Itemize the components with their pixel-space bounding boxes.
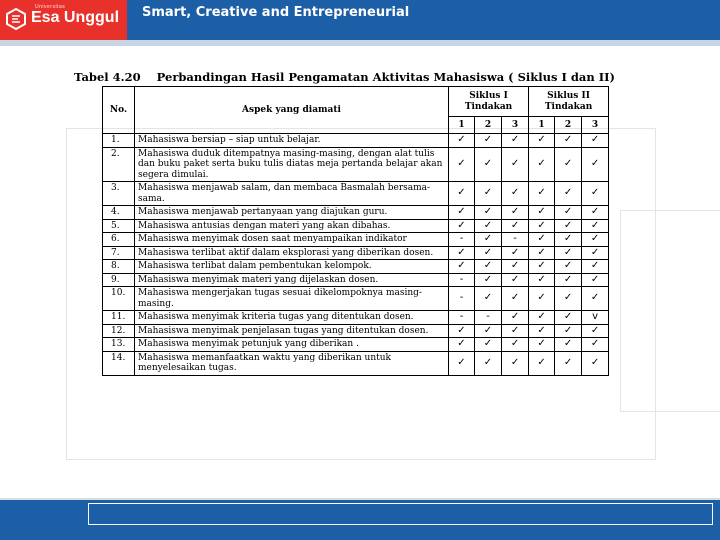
row-number: 4. bbox=[103, 206, 135, 220]
checkmark-icon: ✓ bbox=[502, 134, 529, 148]
checkmark-icon: ✓ bbox=[529, 233, 555, 247]
checkmark-icon: ✓ bbox=[582, 134, 609, 148]
checkmark-icon: ✓ bbox=[502, 324, 529, 338]
header-session: 3 bbox=[582, 117, 609, 134]
row-aspect: Mahasiswa menyimak dosen saat menyampaikan indikator bbox=[135, 233, 449, 247]
slogan: Smart, Creative and Entrepreneurial bbox=[142, 5, 410, 20]
header-cycle-2-label: Siklus II bbox=[547, 91, 590, 101]
mark-cell: - bbox=[449, 287, 475, 311]
row-number: 2. bbox=[103, 147, 135, 182]
checkmark-icon: ✓ bbox=[449, 351, 475, 375]
checkmark-icon: ✓ bbox=[582, 206, 609, 220]
row-number: 5. bbox=[103, 219, 135, 233]
checkmark-icon: ✓ bbox=[449, 147, 475, 182]
checkmark-icon: ✓ bbox=[502, 351, 529, 375]
table-body bbox=[103, 134, 609, 376]
row-aspect: Mahasiswa memanfaatkan waktu yang diberikan untuk menyelesaikan tugas. bbox=[135, 351, 449, 375]
table-row bbox=[103, 233, 609, 247]
checkmark-icon: ✓ bbox=[582, 182, 609, 206]
checkmark-icon: ✓ bbox=[529, 246, 555, 260]
header-no: No. bbox=[103, 87, 135, 134]
checkmark-icon: ✓ bbox=[475, 147, 502, 182]
mark-cell: - bbox=[502, 233, 529, 247]
row-aspect: Mahasiswa terlibat aktif dalam eksplorasi yang diberikan dosen. bbox=[135, 246, 449, 260]
observation-table bbox=[102, 86, 609, 376]
checkmark-icon: ✓ bbox=[502, 338, 529, 352]
table-row bbox=[103, 246, 609, 260]
table-row bbox=[103, 311, 609, 325]
row-aspect: Mahasiswa antusias dengan materi yang akan dibahas. bbox=[135, 219, 449, 233]
checkmark-icon: ✓ bbox=[475, 287, 502, 311]
checkmark-icon: ✓ bbox=[555, 182, 582, 206]
checkmark-icon: ✓ bbox=[582, 147, 609, 182]
header-cycle-2 bbox=[529, 87, 609, 117]
checkmark-icon: ✓ bbox=[582, 273, 609, 287]
row-number: 8. bbox=[103, 260, 135, 274]
checkmark-icon: ✓ bbox=[582, 324, 609, 338]
footer-frame bbox=[88, 503, 713, 525]
checkmark-icon: ✓ bbox=[555, 134, 582, 148]
header-cycle-1-label: Siklus I bbox=[469, 91, 508, 101]
checkmark-icon: ✓ bbox=[529, 273, 555, 287]
checkmark-icon: ✓ bbox=[582, 338, 609, 352]
header-session: 1 bbox=[449, 117, 475, 134]
row-aspect: Mahasiswa mengerjakan tugas sesuai dikelompoknya masing-masing. bbox=[135, 287, 449, 311]
table-row bbox=[103, 273, 609, 287]
row-number: 7. bbox=[103, 246, 135, 260]
row-number: 1. bbox=[103, 134, 135, 148]
checkmark-icon: ✓ bbox=[449, 219, 475, 233]
decorative-frame bbox=[620, 210, 720, 412]
checkmark-icon: ✓ bbox=[475, 338, 502, 352]
checkmark-icon: ✓ bbox=[449, 206, 475, 220]
checkmark-icon: ✓ bbox=[475, 219, 502, 233]
header-band bbox=[0, 40, 720, 46]
checkmark-icon: ✓ bbox=[475, 206, 502, 220]
checkmark-icon: ✓ bbox=[502, 273, 529, 287]
row-aspect: Mahasiswa menjawab salam, dan membaca Basmalah bersama-sama. bbox=[135, 182, 449, 206]
checkmark-icon: ✓ bbox=[475, 351, 502, 375]
row-number: 14. bbox=[103, 351, 135, 375]
checkmark-icon: ✓ bbox=[555, 351, 582, 375]
checkmark-icon: ✓ bbox=[475, 324, 502, 338]
header-session: 2 bbox=[475, 117, 502, 134]
mark-cell: - bbox=[449, 233, 475, 247]
checkmark-icon: ✓ bbox=[529, 182, 555, 206]
checkmark-icon: ✓ bbox=[582, 260, 609, 274]
checkmark-icon: ✓ bbox=[555, 311, 582, 325]
row-number: 13. bbox=[103, 338, 135, 352]
table-title-text: Perbandingan Hasil Pengamatan Aktivitas Mahasiswa ( Siklus I dan II) bbox=[156, 70, 615, 84]
table-row bbox=[103, 351, 609, 375]
checkmark-icon: ✓ bbox=[502, 260, 529, 274]
checkmark-icon: ✓ bbox=[529, 134, 555, 148]
checkmark-icon: ✓ bbox=[529, 287, 555, 311]
row-aspect: Mahasiswa menyimak petunjuk yang diberikan . bbox=[135, 338, 449, 352]
table-row bbox=[103, 338, 609, 352]
checkmark-icon: ✓ bbox=[555, 287, 582, 311]
header-session: 2 bbox=[555, 117, 582, 134]
header-cycle-1 bbox=[449, 87, 529, 117]
table-row bbox=[103, 206, 609, 220]
row-number: 6. bbox=[103, 233, 135, 247]
row-aspect: Mahasiswa terlibat dalam pembentukan kelompok. bbox=[135, 260, 449, 274]
checkmark-icon: ✓ bbox=[475, 260, 502, 274]
checkmark-icon: ✓ bbox=[475, 134, 502, 148]
checkmark-icon: ✓ bbox=[475, 273, 502, 287]
header-cycle-1-action: Tindakan bbox=[464, 101, 513, 112]
row-aspect: Mahasiswa menjawab pertanyaan yang diajukan guru. bbox=[135, 206, 449, 220]
checkmark-icon: ✓ bbox=[502, 206, 529, 220]
checkmark-icon: ✓ bbox=[555, 233, 582, 247]
checkmark-icon: ✓ bbox=[555, 206, 582, 220]
row-number: 10. bbox=[103, 287, 135, 311]
table-row bbox=[103, 219, 609, 233]
checkmark-icon: ✓ bbox=[582, 287, 609, 311]
checkmark-icon: ✓ bbox=[555, 246, 582, 260]
checkmark-icon: ✓ bbox=[449, 324, 475, 338]
row-aspect: Mahasiswa bersiap – siap untuk belajar. bbox=[135, 134, 449, 148]
checkmark-icon: ✓ bbox=[529, 260, 555, 274]
header-session: 1 bbox=[529, 117, 555, 134]
checkmark-icon: ✓ bbox=[449, 134, 475, 148]
checkmark-icon: ✓ bbox=[555, 147, 582, 182]
table-row bbox=[103, 182, 609, 206]
checkmark-icon: ✓ bbox=[502, 287, 529, 311]
mark-cell: - bbox=[449, 273, 475, 287]
checkmark-icon: ✓ bbox=[529, 311, 555, 325]
logo-emblem-icon bbox=[6, 8, 26, 30]
row-aspect: Mahasiswa menyimak penjelasan tugas yang ditentukan dosen. bbox=[135, 324, 449, 338]
checkmark-icon: ✓ bbox=[529, 219, 555, 233]
row-number: 9. bbox=[103, 273, 135, 287]
checkmark-icon: ✓ bbox=[502, 246, 529, 260]
mark-cell: v bbox=[582, 311, 609, 325]
checkmark-icon: ✓ bbox=[555, 273, 582, 287]
header-aspect: Aspek yang diamati bbox=[135, 87, 449, 134]
checkmark-icon: ✓ bbox=[529, 147, 555, 182]
checkmark-icon: ✓ bbox=[555, 260, 582, 274]
checkmark-icon: ✓ bbox=[475, 182, 502, 206]
checkmark-icon: ✓ bbox=[529, 338, 555, 352]
checkmark-icon: ✓ bbox=[555, 324, 582, 338]
checkmark-icon: ✓ bbox=[502, 182, 529, 206]
checkmark-icon: ✓ bbox=[529, 324, 555, 338]
row-number: 12. bbox=[103, 324, 135, 338]
row-number: 3. bbox=[103, 182, 135, 206]
checkmark-icon: ✓ bbox=[475, 233, 502, 247]
checkmark-icon: ✓ bbox=[555, 338, 582, 352]
checkmark-icon: ✓ bbox=[449, 182, 475, 206]
checkmark-icon: ✓ bbox=[502, 219, 529, 233]
checkmark-icon: ✓ bbox=[529, 351, 555, 375]
row-aspect: Mahasiswa menyimak kriteria tugas yang ditentukan dosen. bbox=[135, 311, 449, 325]
table-row bbox=[103, 324, 609, 338]
table-title bbox=[74, 70, 615, 84]
mark-cell: - bbox=[475, 311, 502, 325]
row-number: 11. bbox=[103, 311, 135, 325]
checkmark-icon: ✓ bbox=[582, 233, 609, 247]
logo-small-text: Universitas bbox=[35, 4, 66, 10]
checkmark-icon: ✓ bbox=[449, 246, 475, 260]
checkmark-icon: ✓ bbox=[555, 219, 582, 233]
checkmark-icon: ✓ bbox=[582, 351, 609, 375]
header-session: 3 bbox=[502, 117, 529, 134]
table-caption: Tabel 4.20 bbox=[74, 70, 141, 84]
checkmark-icon: ✓ bbox=[475, 246, 502, 260]
table-row bbox=[103, 134, 609, 148]
row-aspect: Mahasiswa menyimak materi yang dijelaskan dosen. bbox=[135, 273, 449, 287]
checkmark-icon: ✓ bbox=[502, 147, 529, 182]
checkmark-icon: ✓ bbox=[582, 246, 609, 260]
table-row bbox=[103, 260, 609, 274]
checkmark-icon: ✓ bbox=[582, 219, 609, 233]
university-logo[interactable] bbox=[0, 0, 127, 40]
table-row bbox=[103, 287, 609, 311]
mark-cell: - bbox=[449, 311, 475, 325]
row-aspect: Mahasiswa duduk ditempatnya masing-masing, dengan alat tulis dan buku paket serta buku tulis diatas meja pertanda belajar akan segera dimulai. bbox=[135, 147, 449, 182]
logo-text: Esa Unggul bbox=[31, 9, 120, 26]
table-row bbox=[103, 147, 609, 182]
checkmark-icon: ✓ bbox=[502, 311, 529, 325]
checkmark-icon: ✓ bbox=[529, 206, 555, 220]
header-cycle-2-action: Tindakan bbox=[544, 101, 593, 112]
checkmark-icon: ✓ bbox=[449, 260, 475, 274]
checkmark-icon: ✓ bbox=[449, 338, 475, 352]
